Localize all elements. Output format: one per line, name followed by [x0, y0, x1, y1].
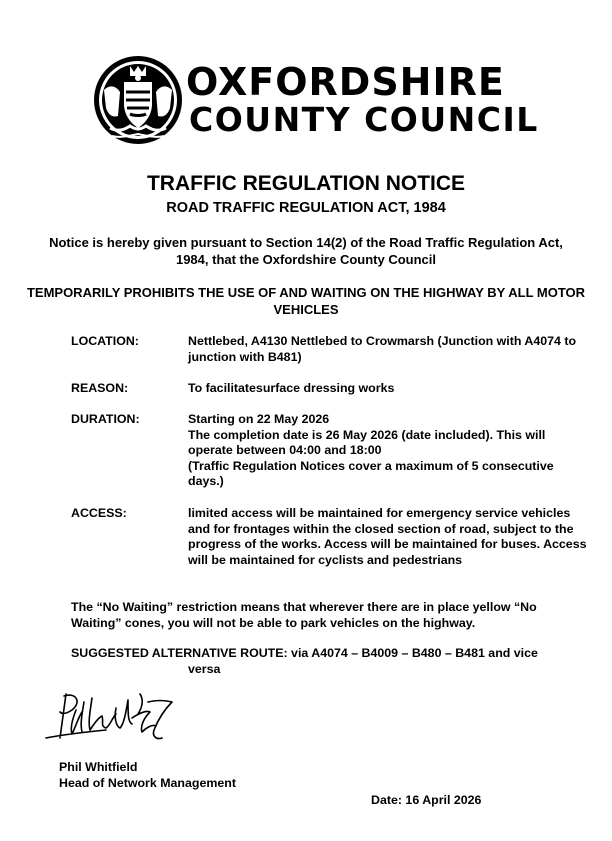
- county-coat-of-arms-icon: [90, 52, 186, 148]
- page-title: TRAFFIC REGULATION NOTICE: [146, 172, 466, 195]
- signer-name: Phil Whitfield: [59, 760, 138, 774]
- council-name-line1: OXFORDSHIRE: [186, 60, 505, 104]
- duration-completion: The completion date is 26 May 2026 (date included). This will operate between 04:00 and 18:00: [188, 427, 546, 457]
- alternative-route: [71, 646, 591, 677]
- alternative-route-line1: SUGGESTED ALTERNATIVE ROUTE: via A4074 – B4009 – B480 – B481 and vice: [71, 646, 538, 660]
- council-logo: [90, 52, 539, 148]
- alternative-route-line2: versa: [188, 661, 221, 676]
- duration-start: Starting on 22 May 2026: [188, 412, 330, 426]
- location-value: Nettlebed, A4130 Nettlebed to Crowmarsh (Junction with A4074 to junction with B481): [188, 334, 577, 364]
- duration-value: [188, 412, 588, 490]
- duration-label: DURATION:: [71, 412, 140, 426]
- reason-value: To facilitatesurface dressing works: [188, 381, 395, 395]
- reason-label: REASON:: [71, 381, 129, 395]
- no-waiting-paragraph: The “No Waiting” restriction means that wherever there are in place yellow “No Waiting” cones, you will not be able to park vehicles on the highway.: [71, 600, 537, 630]
- signature: [44, 688, 184, 748]
- notice-date: Date: 16 April 2026: [371, 793, 482, 807]
- access-label: ACCESS:: [71, 506, 127, 520]
- page-subtitle: ROAD TRAFFIC REGULATION ACT, 1984: [166, 200, 446, 216]
- notice-statement: Notice is hereby given pursuant to Section 14(2) of the Road Traffic Regulation Act, 1984, that the Oxfordshire County Council: [49, 235, 563, 267]
- prohibition-statement: TEMPORARILY PROHIBITS THE USE OF AND WAITING ON THE HIGHWAY BY ALL MOTOR VEHICLES: [26, 285, 586, 317]
- location-label: LOCATION:: [71, 334, 139, 348]
- council-name-line2: COUNTY COUNCIL: [189, 100, 539, 139]
- duration-note: (Traffic Regulation Notices cover a maximum of 5 consecutive days.): [188, 458, 554, 488]
- access-value: limited access will be maintained for emergency service vehicles and for frontages within the closed section of road, subject to the progress of the works. Access will be maintained for buses. Access will be maintained for cyclists and pedestrians: [188, 506, 587, 567]
- signer-block: [59, 760, 236, 791]
- signer-role: Head of Network Management: [59, 775, 236, 790]
